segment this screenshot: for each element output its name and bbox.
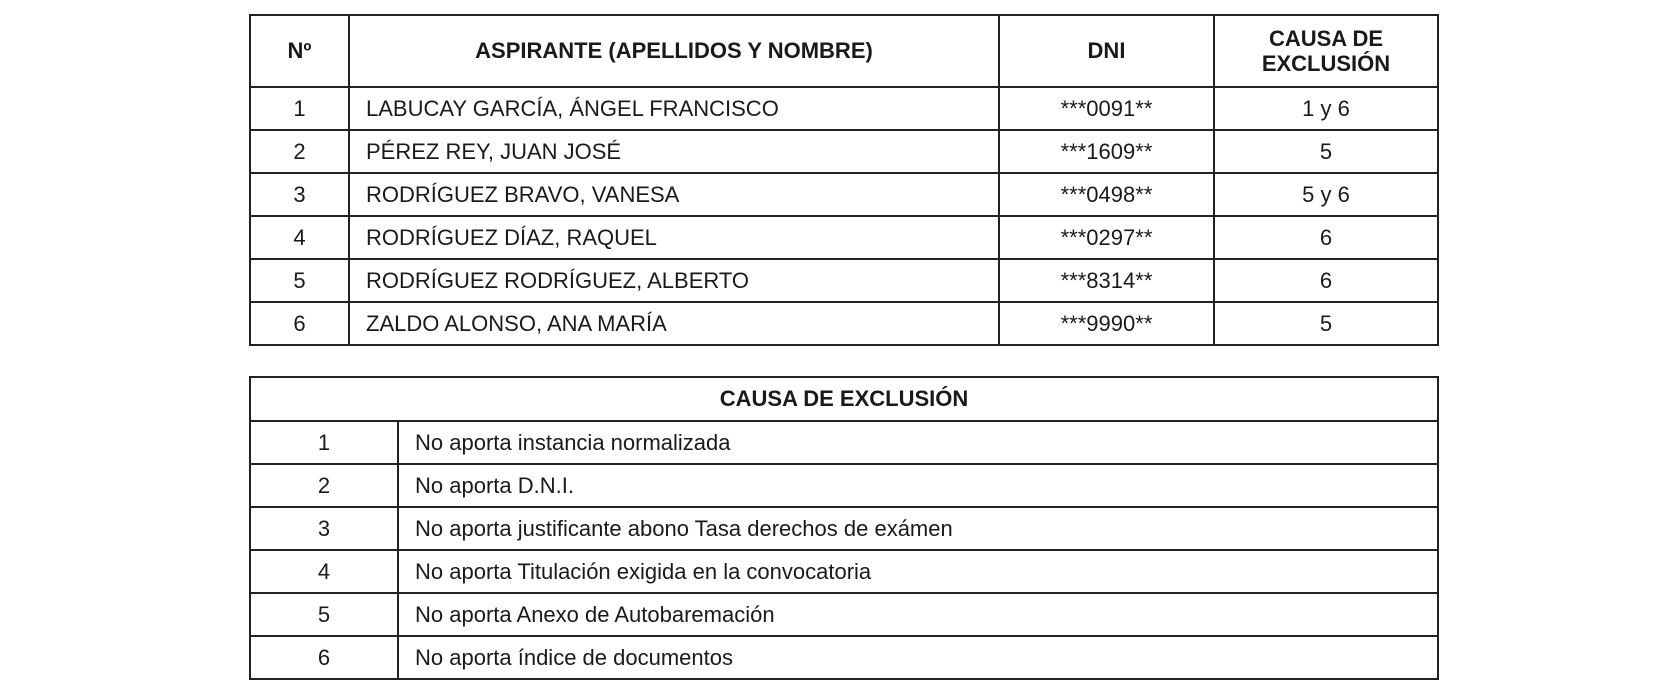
cause-code: 5 bbox=[250, 593, 398, 636]
cause-code: 2 bbox=[250, 464, 398, 507]
applicant-dni: ***9990** bbox=[999, 302, 1214, 345]
table-row bbox=[250, 173, 1438, 216]
header-dni: DNI bbox=[999, 15, 1214, 87]
table-header-row bbox=[250, 15, 1438, 87]
applicant-name: RODRÍGUEZ RODRÍGUEZ, ALBERTO bbox=[349, 259, 999, 302]
row-number: 4 bbox=[250, 216, 349, 259]
cause-description: No aporta índice de documentos bbox=[398, 636, 1438, 679]
table-row bbox=[250, 550, 1438, 593]
applicant-name: PÉREZ REY, JUAN JOSÉ bbox=[349, 130, 999, 173]
row-number: 1 bbox=[250, 87, 349, 130]
applicant-dni: ***0091** bbox=[999, 87, 1214, 130]
table-row bbox=[250, 593, 1438, 636]
row-number: 2 bbox=[250, 130, 349, 173]
table-row bbox=[250, 464, 1438, 507]
cause-description: No aporta Titulación exigida en la convocatoria bbox=[398, 550, 1438, 593]
applicant-exclusion-cause: 5 y 6 bbox=[1214, 173, 1438, 216]
exclusion-causes-table bbox=[249, 376, 1439, 680]
table-row bbox=[250, 87, 1438, 130]
applicant-dni: ***0498** bbox=[999, 173, 1214, 216]
cause-code: 6 bbox=[250, 636, 398, 679]
header-applicant-name: ASPIRANTE (APELLIDOS Y NOMBRE) bbox=[349, 15, 999, 87]
table-row bbox=[250, 216, 1438, 259]
row-number: 5 bbox=[250, 259, 349, 302]
row-number: 6 bbox=[250, 302, 349, 345]
cause-description: No aporta instancia normalizada bbox=[398, 421, 1438, 464]
applicant-exclusion-cause: 6 bbox=[1214, 216, 1438, 259]
applicant-exclusion-cause: 5 bbox=[1214, 302, 1438, 345]
applicant-name: RODRÍGUEZ BRAVO, VANESA bbox=[349, 173, 999, 216]
header-exclusion-cause: CAUSA DE EXCLUSIÓN bbox=[1214, 15, 1438, 87]
applicant-dni: ***0297** bbox=[999, 216, 1214, 259]
excluded-applicants-table bbox=[249, 14, 1439, 346]
table-row bbox=[250, 507, 1438, 550]
cause-description: No aporta Anexo de Autobaremación bbox=[398, 593, 1438, 636]
table-header-row bbox=[250, 377, 1438, 421]
table-row bbox=[250, 302, 1438, 345]
applicant-dni: ***8314** bbox=[999, 259, 1214, 302]
cause-description: No aporta D.N.I. bbox=[398, 464, 1438, 507]
row-number: 3 bbox=[250, 173, 349, 216]
table-row bbox=[250, 636, 1438, 679]
applicant-dni: ***1609** bbox=[999, 130, 1214, 173]
applicant-exclusion-cause: 1 y 6 bbox=[1214, 87, 1438, 130]
applicant-exclusion-cause: 6 bbox=[1214, 259, 1438, 302]
applicant-exclusion-cause: 5 bbox=[1214, 130, 1438, 173]
cause-code: 3 bbox=[250, 507, 398, 550]
causes-table-title: CAUSA DE EXCLUSIÓN bbox=[250, 377, 1438, 421]
cause-description: No aporta justificante abono Tasa derechos de exámen bbox=[398, 507, 1438, 550]
table-row bbox=[250, 421, 1438, 464]
applicant-name: ZALDO ALONSO, ANA MARÍA bbox=[349, 302, 999, 345]
applicant-name: LABUCAY GARCÍA, ÁNGEL FRANCISCO bbox=[349, 87, 999, 130]
table-row bbox=[250, 259, 1438, 302]
applicant-name: RODRÍGUEZ DÍAZ, RAQUEL bbox=[349, 216, 999, 259]
header-number: Nº bbox=[250, 15, 349, 87]
cause-code: 4 bbox=[250, 550, 398, 593]
table-row bbox=[250, 130, 1438, 173]
cause-code: 1 bbox=[250, 421, 398, 464]
